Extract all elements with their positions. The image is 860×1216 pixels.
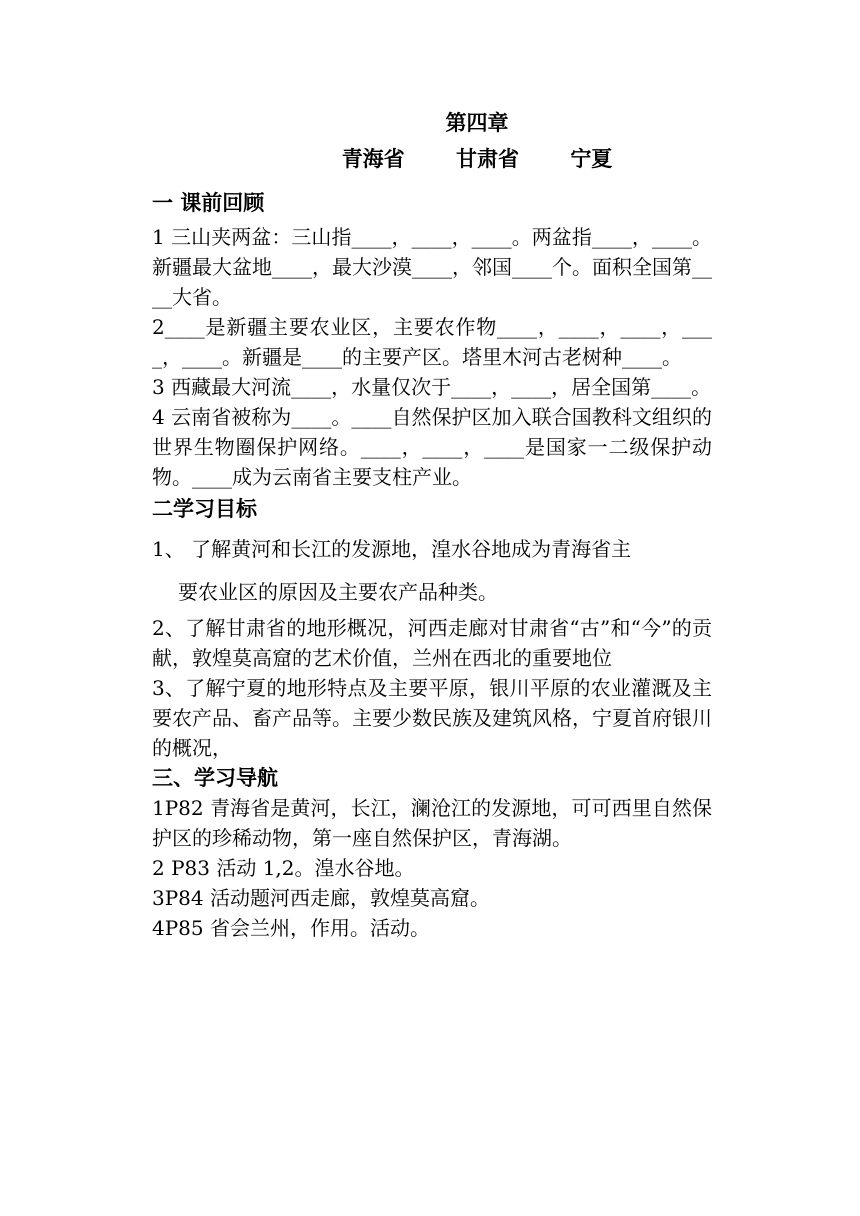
guide-item-2: 2 P83 活动 1,2。湟水谷地。: [152, 856, 415, 880]
section-goals-heading: 二学习目标: [152, 497, 257, 521]
section-guide: [152, 763, 712, 943]
goal-1-line-1: 1、 了解黄河和长江的发源地，湟水谷地成为青海省主: [152, 537, 632, 561]
review-item-4: 4 云南省被称为____。____自然保护区加入联合国教科文组织的世界生物圈保护网络。____，____，____是国家一二级保护动物。____成为云南省主要支柱产业。: [152, 405, 712, 489]
section-review: [152, 188, 712, 492]
guide-item-1: 1P82 青海省是黄河，长江，澜沧江的发源地，可可西里自然保护区的珍稀动物，第一座自然保护区，青海湖。: [152, 796, 712, 850]
province-gansu: 甘肃省: [456, 147, 519, 171]
section-review-heading: 一 课前回顾: [152, 191, 265, 215]
document-page: [152, 108, 712, 943]
review-item-2: 2____是新疆主要农业区，主要农作物____，____，____，____，____。新疆是____的主要产区。塔里木河古老树种____。: [152, 315, 712, 369]
province-qinghai: 青海省: [341, 147, 405, 171]
chapter-title: 第四章: [445, 111, 509, 135]
goal-2: 2、了解甘肃省的地形概况，河西走廊对甘肃省“古”和“今”的贡献，敦煌莫高窟的艺术价值，兰州在西北的重要地位: [152, 616, 712, 670]
goal-1-line-2: 要农业区的原因及主要农产品种类。: [178, 580, 498, 604]
review-item-3: 3 西藏最大河流____，水量仅次于____，____，居全国第____。: [152, 375, 712, 399]
province-ningxia: 宁夏: [570, 147, 613, 171]
provinces-title: [242, 144, 712, 188]
review-item-1: 1 三山夹两盆：三山指____，____，____。两盆指____，____。新疆最大盆地____，最大沙漠____，邻国____个。面积全国第____大省。: [152, 225, 712, 309]
guide-item-4: 4P85 省会兰州，作用。活动。: [152, 916, 430, 940]
section-guide-heading: 三、学习导航: [152, 766, 278, 790]
section-goals: [152, 494, 712, 763]
goal-3: 3、了解宁夏的地形特点及主要平原，银川平原的农业灌溉及主要农产品、畜产品等。主要少数民族及建筑风格，宁夏首府银川的概况，: [152, 676, 712, 760]
guide-item-3: 3P84 活动题河西走廊，敦煌莫高窟。: [152, 886, 490, 910]
